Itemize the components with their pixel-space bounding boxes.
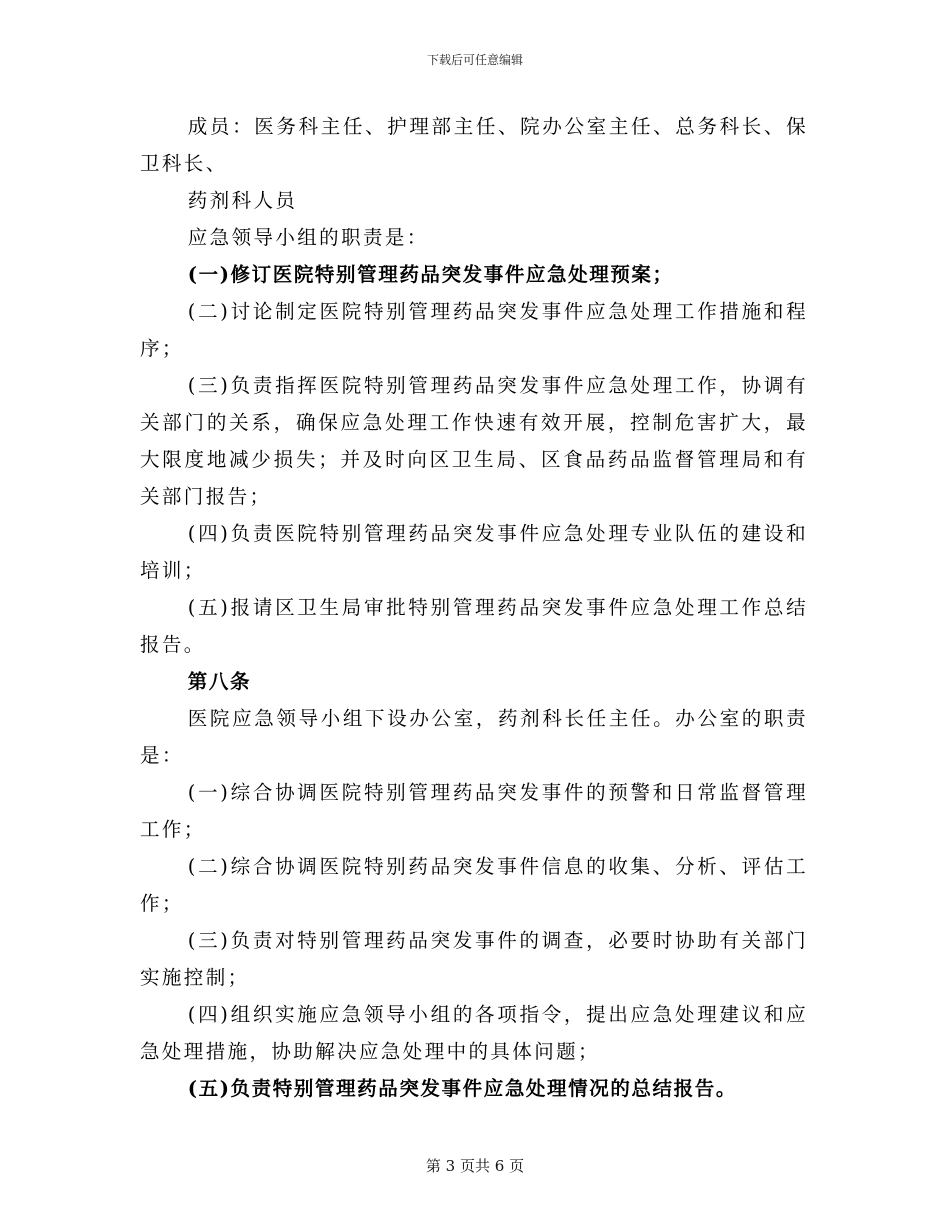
paragraph-office-duty-4: (四)组织实施应急领导小组的各项指令，提出应急处理建议和应急处理措施，协助解决应急处理中的具体问题； xyxy=(140,1003,808,1063)
paragraph-office-duty-2: (二)综合协调医院特别药品突发事件信息的收集、分析、评估工作； xyxy=(140,855,808,915)
paragraph-members: 成员：医务科主任、护理部主任、院办公室主任、总务科长、保卫科长、 xyxy=(140,115,808,175)
paragraph-office-duty-3: (三)负责对特别管理药品突发事件的调查，必要时协助有关部门实施控制； xyxy=(140,929,808,989)
article-heading: 第八条 xyxy=(187,670,252,693)
paragraph-duties-intro: 应急领导小组的职责是： xyxy=(187,226,429,249)
paragraph-pharmacy-staff: 药剂科人员 xyxy=(187,189,298,212)
paragraph-duty-1: (一)修订医院特别管理药品突发事件应急处理预案； xyxy=(187,263,674,286)
document-body xyxy=(140,108,808,1107)
paragraph-duty-5: (五)报请区卫生局审批特别管理药品突发事件应急处理工作总结报告。 xyxy=(140,596,808,656)
page-header: 下载后可任意编辑 xyxy=(426,53,523,67)
paragraph-office-intro: 医院应急领导小组下设办公室，药剂科长任主任。办公室的职责是： xyxy=(140,707,808,767)
paragraph-office-duty-1: (一)综合协调医院特别管理药品突发事件的预警和日常监督管理工作； xyxy=(140,781,808,841)
paragraph-duty-4: (四)负责医院特别管理药品突发事件应急处理专业队伍的建设和培训； xyxy=(140,522,808,582)
page-footer: 第 3 页共 6 页 xyxy=(425,1157,525,1175)
paragraph-duty-2: (二)讨论制定医院特别管理药品突发事件应急处理工作措施和程序； xyxy=(140,300,808,360)
paragraph-duty-3: (三)负责指挥医院特别管理药品突发事件应急处理工作，协调有关部门的关系，确保应急处理工作快速有效开展，控制危害扩大，最大限度地减少损失；并及时向区卫生局、区食品药品监督管理局和有关部门报告； xyxy=(140,374,808,508)
paragraph-office-duty-5: (五)负责特别管理药品突发事件应急处理情况的总结报告。 xyxy=(187,1077,737,1100)
